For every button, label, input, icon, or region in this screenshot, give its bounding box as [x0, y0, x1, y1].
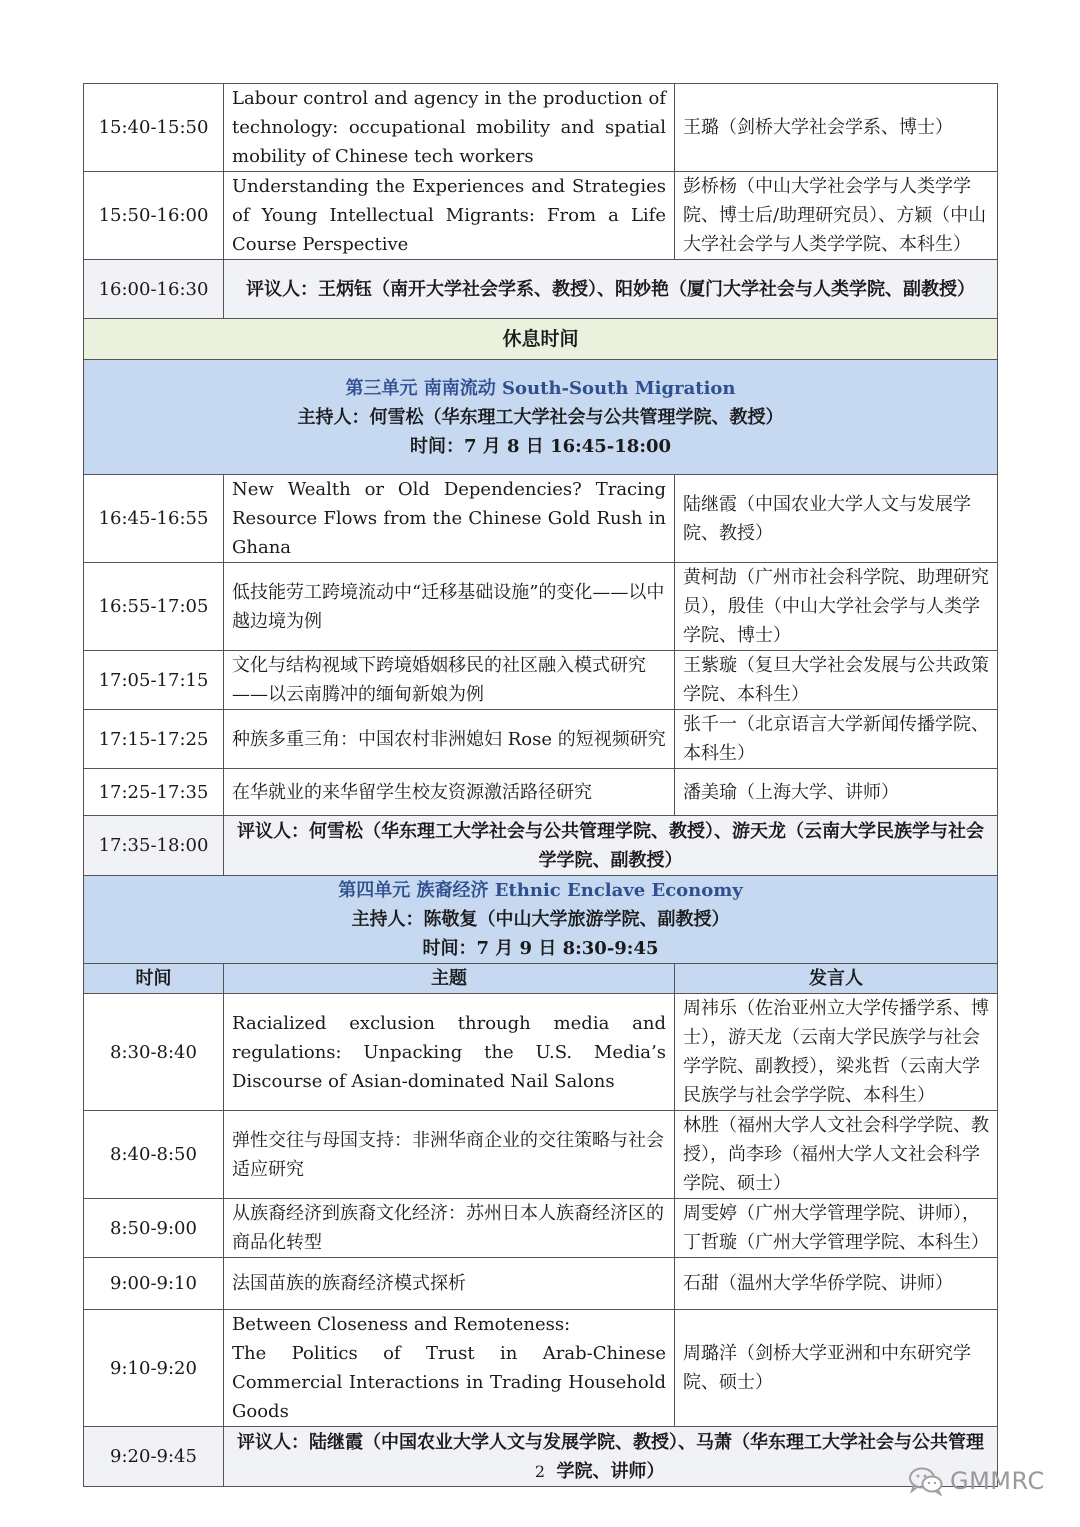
topic-cell: 文化与结构视域下跨境婚姻移民的社区融入模式研究——以云南腾冲的缅甸新娘为例	[224, 651, 675, 710]
table-row	[84, 172, 998, 260]
column-header-speaker: 发言人	[675, 964, 998, 994]
time-cell: 17:35-18:00	[84, 816, 224, 876]
unit-time: 时间：7 月 8 日 16:45-18:00	[409, 435, 672, 457]
time-cell: 15:50-16:00	[84, 172, 224, 260]
time-cell: 9:20-9:45	[84, 1427, 224, 1487]
time-cell: 8:30-8:40	[84, 994, 224, 1111]
topic-cell: 种族多重三角：中国农村非洲媳妇 Rose 的短视频研究	[224, 710, 675, 769]
table-row	[84, 1111, 998, 1199]
topic-cell: 从族裔经济到族裔文化经济：苏州日本人族裔经济区的商品化转型	[224, 1199, 675, 1258]
schedule-table	[83, 83, 998, 1487]
topic-cell: 低技能劳工跨境流动中“迁移基础设施”的变化——以中越边境为例	[224, 563, 675, 651]
topic-cell: 法国苗族的族裔经济模式探析	[224, 1258, 675, 1310]
table-row	[84, 84, 998, 172]
table-row	[84, 651, 998, 710]
time-cell: 15:40-15:50	[84, 84, 224, 172]
speaker-cell: 潘美瑜（上海大学、讲师）	[675, 769, 998, 816]
table-row	[84, 1199, 998, 1258]
column-header-time: 时间	[84, 964, 224, 994]
speaker-cell: 黄柯劼（广州市社会科学院、助理研究员），殷佳（中山大学社会学与人类学学院、博士）	[675, 563, 998, 651]
speaker-cell: 周雯婷（广州大学管理学院、讲师），丁哲璇（广州大学管理学院、本科生）	[675, 1199, 998, 1258]
topic-cell: Racialized exclusion through media and regulations: Unpacking the U.S. Media’s Discourse of Asian-dominated Nail Salons	[224, 994, 675, 1111]
time-cell: 9:00-9:10	[84, 1258, 224, 1310]
time-cell: 16:55-17:05	[84, 563, 224, 651]
topic-cell: Labour control and agency in the production of technology: occupational mobility and spatial mobility of Chinese tech workers	[224, 84, 675, 172]
speaker-cell: 王紫璇（复旦大学社会发展与公共政策学院、本科生）	[675, 651, 998, 710]
topic-cell: Understanding the Experiences and Strategies of Young Intellectual Migrants: From a Life Course Perspective	[224, 172, 675, 260]
unit-header-3	[84, 360, 998, 475]
table-row	[84, 1310, 998, 1427]
speaker-cell: 周祎乐（佐治亚州立大学传播学系、博士），游天龙（云南大学民族学与社会学学院、副教授），梁兆哲（云南大学民族学与社会学学院、本科生）	[675, 994, 998, 1111]
topic-cell: 弹性交往与母国支持：非洲华商企业的交往策略与社会适应研究	[224, 1111, 675, 1199]
speaker-cell: 林胜（福州大学人文社会科学学院、教授），尚李珍（福州大学人文社会科学学院、硕士）	[675, 1111, 998, 1199]
topic-line: Between Closeness and Remoteness:	[232, 1314, 571, 1335]
unit-header-4	[84, 876, 998, 964]
speaker-cell: 张千一（北京语言大学新闻传播学院、本科生）	[675, 710, 998, 769]
discussant-row	[84, 816, 998, 876]
break-label: 休息时间	[84, 319, 998, 360]
table-row	[84, 710, 998, 769]
unit-title: 第三单元 南南流动 South-South Migration	[345, 377, 736, 399]
discussant-text: 评议人：陆继霞（中国农业大学人文与发展学院、教授）、马萧（华东理工大学社会与公共管理学院、讲师）	[224, 1427, 998, 1487]
discussant-row	[84, 260, 998, 319]
watermark-text: GMMRC	[950, 1467, 1045, 1495]
time-cell: 17:05-17:15	[84, 651, 224, 710]
topic-cell: 在华就业的来华留学生校友资源激活路径研究	[224, 769, 675, 816]
table-row	[84, 475, 998, 563]
speaker-cell: 周璐洋（剑桥大学亚洲和中东研究学院、硕士）	[675, 1310, 998, 1427]
topic-cell	[224, 1310, 675, 1427]
table-row	[84, 994, 998, 1111]
unit-host: 主持人：何雪松（华东理工大学社会与公共管理学院、教授）	[297, 406, 784, 428]
unit-header-cell	[84, 360, 998, 475]
time-cell: 8:50-9:00	[84, 1199, 224, 1258]
unit-host: 主持人：陈敬复（中山大学旅游学院、副教授）	[351, 909, 730, 930]
speaker-cell: 彭桥杨（中山大学社会学与人类学学院、博士后/助理研究员）、方颖（中山大学社会学与人类学学院、本科生）	[675, 172, 998, 260]
topic-line: The Politics of Trust in Arab-Chinese Commercial Interactions in Trading Household Goods	[232, 1343, 666, 1422]
unit-header-cell	[84, 876, 998, 964]
wechat-icon	[908, 1466, 944, 1496]
time-cell: 17:25-17:35	[84, 769, 224, 816]
unit-title: 第四单元 族裔经济 Ethnic Enclave Economy	[338, 880, 743, 901]
discussant-text: 评议人：王炳钰（南开大学社会学系、教授）、阳妙艳（厦门大学社会与人类学院、副教授）	[224, 260, 998, 319]
speaker-cell: 石甜（温州大学华侨学院、讲师）	[675, 1258, 998, 1310]
discussant-text: 评议人：何雪松（华东理工大学社会与公共管理学院、教授）、游天龙（云南大学民族学与社会学学院、副教授）	[224, 816, 998, 876]
speaker-cell: 陆继霞（中国农业大学人文与发展学院、教授）	[675, 475, 998, 563]
speaker-cell: 王璐（剑桥大学社会学系、博士）	[675, 84, 998, 172]
break-row	[84, 319, 998, 360]
time-cell: 8:40-8:50	[84, 1111, 224, 1199]
time-cell: 17:15-17:25	[84, 710, 224, 769]
page-number: 2	[534, 1462, 546, 1481]
table-row	[84, 563, 998, 651]
column-header-topic: 主题	[224, 964, 675, 994]
topic-cell: New Wealth or Old Dependencies? Tracing Resource Flows from the Chinese Gold Rush in Ghana	[224, 475, 675, 563]
table-row	[84, 1258, 998, 1310]
time-cell: 16:45-16:55	[84, 475, 224, 563]
column-header-row	[84, 964, 998, 994]
table-row	[84, 769, 998, 816]
time-cell: 9:10-9:20	[84, 1310, 224, 1427]
unit-time: 时间：7 月 9 日 8:30-9:45	[422, 938, 659, 959]
watermark	[908, 1466, 1045, 1496]
time-cell: 16:00-16:30	[84, 260, 224, 319]
